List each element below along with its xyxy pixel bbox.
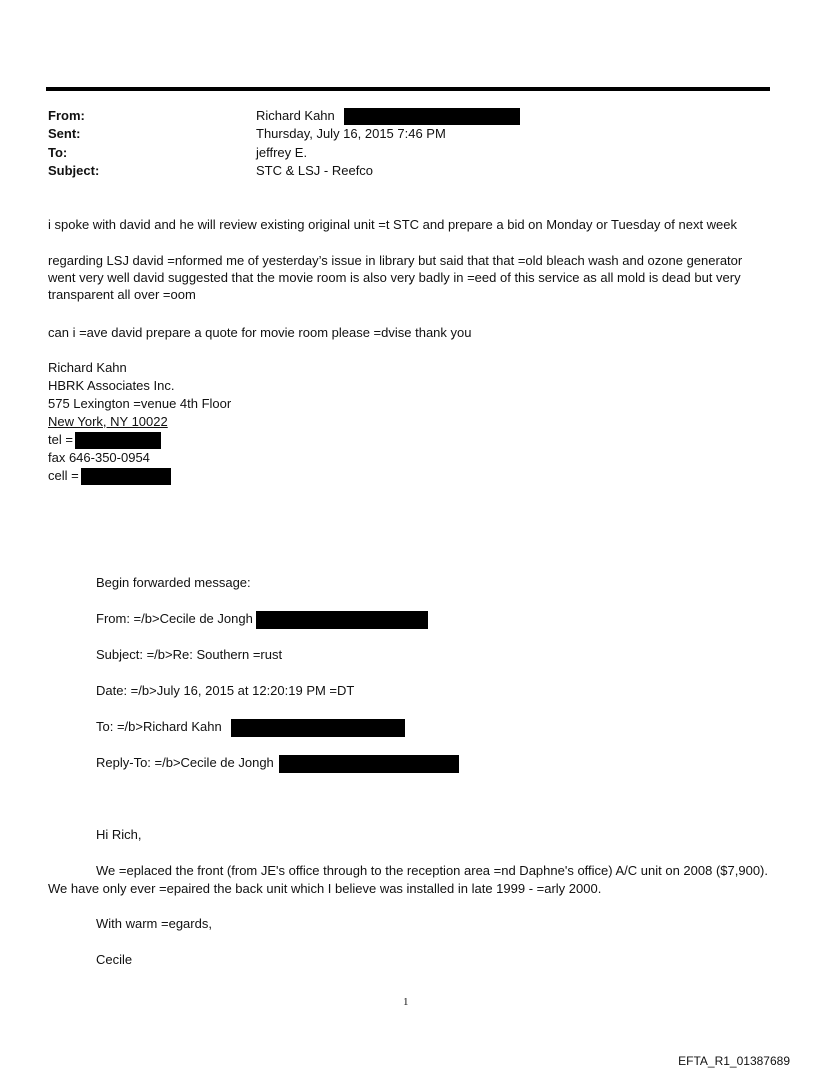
from-value: Richard Kahn xyxy=(256,108,520,125)
redaction-block xyxy=(81,468,171,485)
to-label: To: xyxy=(48,145,68,160)
forwarded-signoff: Cecile xyxy=(96,952,133,967)
forwarded-reply-to: Reply-To: =/b>Cecile de Jongh xyxy=(96,754,459,773)
subject-value: STC & LSJ - Reefco xyxy=(256,163,374,178)
forwarded-closing: With warm =egards, xyxy=(96,916,212,931)
signature-block xyxy=(48,359,231,485)
redaction-block xyxy=(344,108,520,125)
sent-value: Thursday, July 16, 2015 7:46 PM xyxy=(256,126,446,141)
signature-tel: tel = xyxy=(48,431,231,449)
forwarded-intro: Begin forwarded message: xyxy=(96,575,251,590)
from-label: From: xyxy=(48,108,85,123)
body-paragraph-2: regarding LSJ david =nformed me of yesterday’s issue in library but said that that =old bleach wash and ozone generator went very well david suggested that the movie room is also very badly in =eed of this service as all mold is dead but very transparent all over =oom xyxy=(48,253,743,302)
forwarded-subject: Subject: =/b>Re: Southern =rust xyxy=(96,647,283,662)
signature-cell: cell = xyxy=(48,467,231,485)
redaction-block xyxy=(75,432,161,449)
signature-address-line-1: 575 Lexington =venue 4th Floor xyxy=(48,396,232,411)
forwarded-to: To: =/b>Richard Kahn xyxy=(96,718,405,737)
forwarded-greeting: Hi Rich, xyxy=(96,827,142,842)
signature-fax: fax 646-350-0954 xyxy=(48,450,150,466)
body-paragraph-3: can i =ave david prepare a quote for movie room please =dvise thank you xyxy=(48,325,472,340)
signature-name: Richard Kahn xyxy=(48,360,127,375)
subject-label: Subject: xyxy=(48,163,100,178)
redaction-block xyxy=(279,755,459,773)
signature-company: HBRK Associates Inc. xyxy=(48,378,175,393)
forwarded-from: From: =/b>Cecile de Jongh xyxy=(96,610,428,629)
forwarded-date: Date: =/b>July 16, 2015 at 12:20:19 PM =DT xyxy=(96,683,355,698)
page-number: 1 xyxy=(403,996,409,1008)
document-id: EFTA_R1_01387689 xyxy=(678,1054,790,1068)
header-rule xyxy=(46,87,770,91)
redaction-block xyxy=(256,611,428,629)
redaction-block xyxy=(231,719,405,737)
to-value: jeffrey E. xyxy=(256,145,308,160)
body-paragraph-1: i spoke with david and he will review existing original unit =t STC and prepare a bid on Monday or Tuesday of next week xyxy=(48,217,738,232)
forwarded-paragraph: We =eplaced the front (from JE's office through to the reception area =nd Daphne's office) A/C unit on 2008 ($7,900). We have only ever =epaired the back unit which I believe was installed in late 1999 - =arly 2000. xyxy=(48,863,768,896)
signature-address-line-2: New York, NY 10022 xyxy=(48,414,168,429)
sent-label: Sent: xyxy=(48,126,81,141)
